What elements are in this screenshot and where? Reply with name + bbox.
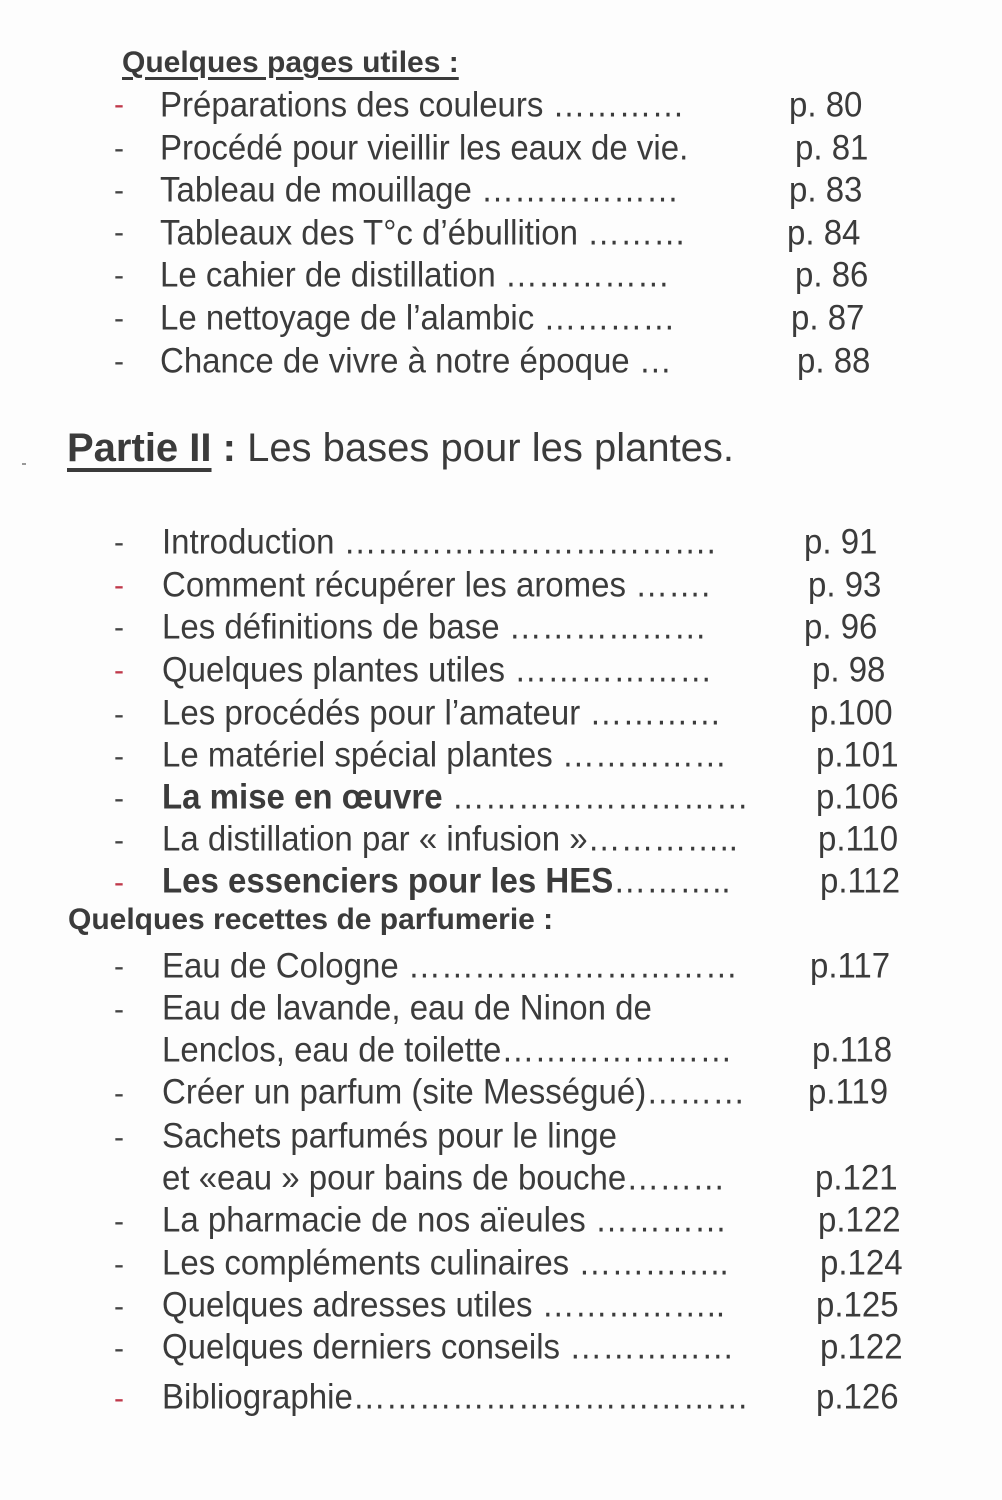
toc-entry-page: p.119	[808, 1071, 889, 1111]
toc-entry-page: p. 87	[791, 297, 865, 337]
toc-entry-page: p. 91	[804, 521, 878, 561]
toc-entry-text: Eau de lavande, eau de Ninon de	[162, 987, 652, 1027]
part-title: Les bases pour les plantes.	[235, 426, 735, 470]
toc-entry-text: Lenclos, eau de toilette…………………	[162, 1029, 733, 1069]
list-bullet: -	[114, 866, 124, 899]
list-bullet: -	[114, 216, 124, 249]
list-bullet: -	[114, 1248, 124, 1281]
toc-entry-page: p. 98	[812, 649, 886, 689]
list-bullet: -	[114, 1332, 124, 1365]
list-bullet: -	[114, 611, 124, 644]
toc-entry-page: p. 83	[789, 169, 863, 209]
toc-entry-page: p.121	[815, 1157, 898, 1197]
toc-entry-text: Chance de vivre à notre époque …	[160, 340, 672, 380]
toc-entry-text: Introduction …………………………….	[162, 521, 716, 561]
list-bullet: -	[114, 654, 124, 687]
toc-entry-text: Le nettoyage de l’alambic …………	[160, 297, 676, 337]
toc-entry-page: p.106	[816, 776, 899, 816]
list-bullet: -	[114, 259, 124, 292]
part-colon: :	[211, 426, 236, 470]
part-heading	[67, 426, 734, 471]
toc-entry-text: La distillation par « infusion »…………..	[162, 818, 738, 858]
toc-entry-bold-text: La mise en œuvre	[162, 776, 443, 816]
list-bullet: -	[114, 174, 124, 207]
toc-entry-text: Quelques plantes utiles ………………	[162, 649, 713, 689]
toc-entry-text: Créer un parfum (site Mességué)………	[162, 1071, 746, 1111]
toc-entry-page: p.122	[820, 1326, 903, 1366]
list-bullet: -	[114, 302, 124, 335]
list-bullet: -	[114, 1077, 124, 1110]
toc-entry-page: p. 80	[789, 84, 863, 124]
toc-entry-page: p. 81	[795, 127, 869, 167]
toc-entry-text: Sachets parfumés pour le linge	[162, 1115, 617, 1155]
list-bullet: -	[114, 345, 124, 378]
toc-entry-page: p. 84	[787, 212, 861, 252]
list-bullet: -	[114, 1290, 124, 1323]
toc-entry-page: p. 88	[797, 340, 871, 380]
toc-entry-text: Quelques derniers conseils ……………	[162, 1326, 735, 1366]
list-bullet: -	[114, 824, 124, 857]
toc-entry-text: Le cahier de distillation ……………	[160, 254, 670, 294]
list-bullet: -	[114, 526, 124, 559]
toc-entry-page: p. 86	[795, 254, 869, 294]
toc-entry-text: Quelques adresses utiles ……………..	[162, 1284, 726, 1324]
list-bullet: -	[114, 740, 124, 773]
toc-entry-page: p.117	[810, 945, 891, 985]
toc-entry-text: Les procédés pour l’amateur …………	[162, 692, 722, 732]
toc-entry-text: La pharmacie de nos aïeules …………	[162, 1199, 727, 1239]
toc-entry-page: p.101	[816, 734, 899, 774]
toc-entry-text: Le matériel spécial plantes ……………	[162, 734, 727, 774]
list-bullet: -	[114, 88, 124, 121]
toc-entry-text	[162, 776, 749, 817]
toc-entry-text: Procédé pour vieillir les eaux de vie.	[160, 127, 689, 167]
list-bullet: -	[114, 569, 124, 602]
toc-entry-text: Tableau de mouillage ………………	[160, 169, 680, 209]
list-bullet: -	[114, 1382, 124, 1415]
toc-entry-text: Les définitions de base ………………	[162, 606, 707, 646]
toc-entry-page: p.110	[818, 818, 899, 858]
toc-leader-dots: ………..	[613, 860, 731, 900]
toc-entry-text: Bibliographie………………………………	[162, 1376, 749, 1416]
list-bullet: -	[114, 950, 124, 983]
toc-entry-page: p.124	[820, 1242, 903, 1282]
toc-entry-page: p.126	[816, 1376, 899, 1416]
toc-entry-text: et «eau » pour bains de bouche………	[162, 1157, 726, 1197]
list-bullet: -	[114, 782, 124, 815]
toc-entry-text: Préparations des couleurs …………	[160, 84, 685, 124]
section-heading-useful-pages: Quelques pages utiles :	[122, 46, 459, 79]
toc-entry-page: p. 96	[804, 606, 878, 646]
list-bullet: -	[114, 132, 124, 165]
toc-entry-text: Les compléments culinaires …………..	[162, 1242, 729, 1282]
toc-entry-text: Tableaux des T°c d’ébullition ………	[160, 212, 687, 252]
list-bullet: -	[114, 698, 124, 731]
toc-entry-page: p.122	[818, 1199, 901, 1239]
part-label: Partie II	[67, 426, 212, 470]
toc-entry-page: p. 93	[808, 564, 882, 604]
toc-entry-page: p.112	[820, 860, 901, 900]
list-bullet: -	[114, 1205, 124, 1238]
toc-entry-page: p.125	[816, 1284, 899, 1324]
toc-leader-dots: ………………………	[442, 776, 749, 816]
toc-entry-text: Eau de Cologne …………………………	[162, 945, 738, 985]
scan-speck	[22, 463, 26, 465]
list-bullet: -	[114, 1121, 124, 1154]
toc-entry-text	[162, 860, 731, 901]
toc-entry-page: p.100	[810, 692, 893, 732]
toc-entry-bold-text: Les essenciers pour les HES	[162, 860, 614, 900]
section-heading-perfume-recipes: Quelques recettes de parfumerie :	[68, 903, 554, 936]
toc-entry-text: Comment récupérer les aromes …….	[162, 564, 711, 604]
toc-entry-page: p.118	[812, 1029, 893, 1069]
list-bullet: -	[114, 993, 124, 1026]
